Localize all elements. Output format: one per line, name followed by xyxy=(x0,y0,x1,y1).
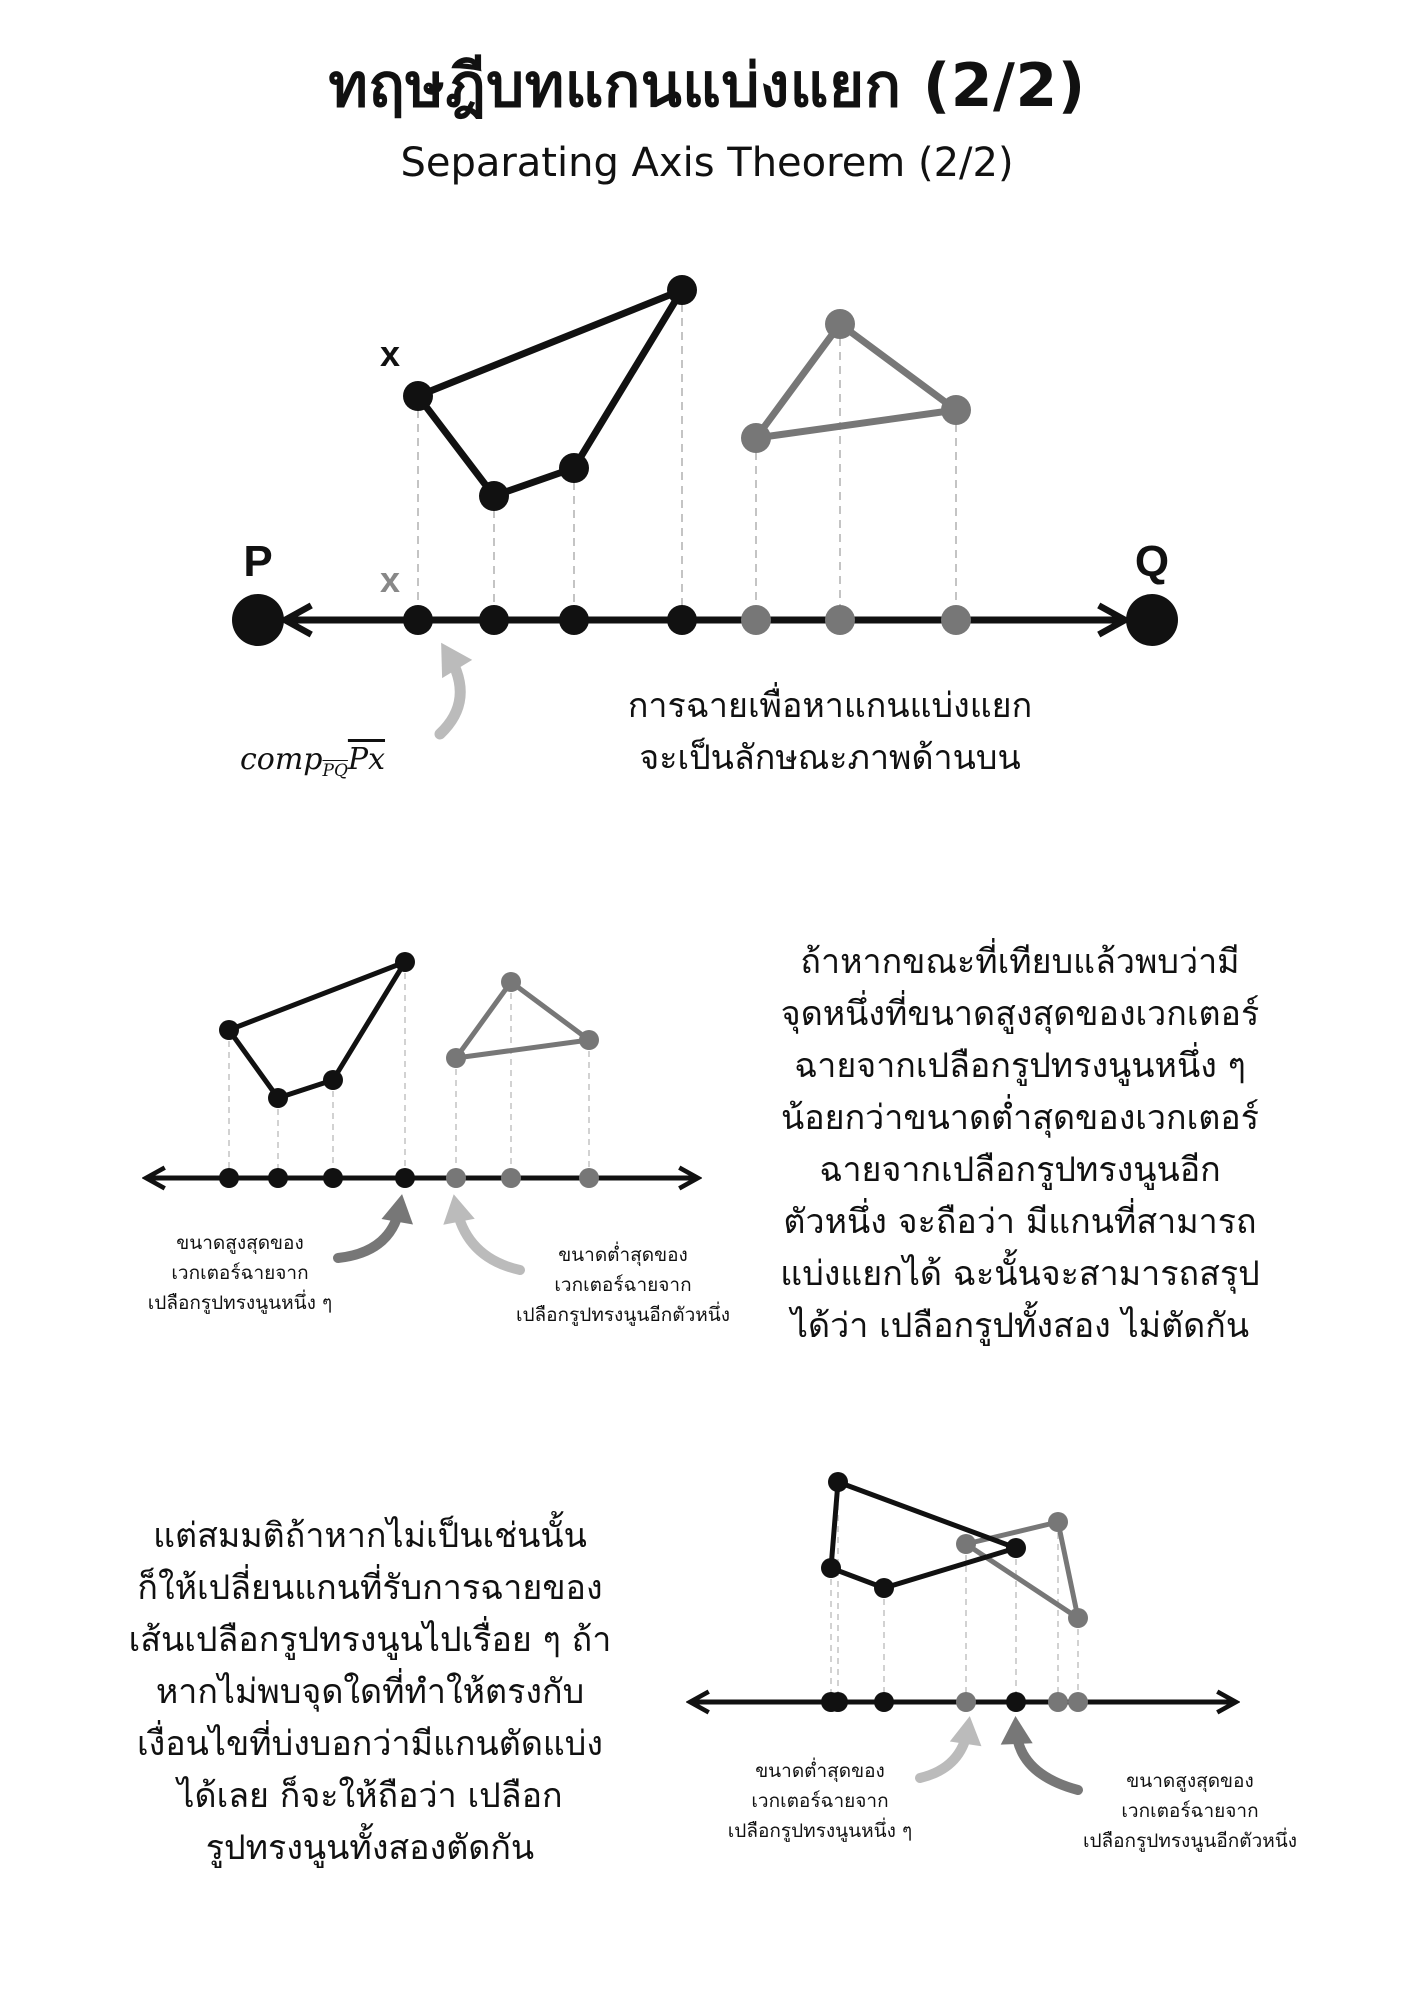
paragraph-line: แต่สมมติถ้าหากไม่เป็นเช่นนั้น xyxy=(153,1516,587,1556)
page-title: ทฤษฎีบทแกนแบ่งแยก (2/2) xyxy=(328,51,1086,121)
label-line: เวกเตอร์ฉายจาก xyxy=(1121,1800,1259,1822)
hull-gray-1 xyxy=(756,324,956,438)
paragraph-non-intersect xyxy=(740,936,1300,1352)
hull-gray-2 xyxy=(456,982,589,1058)
figure-2 xyxy=(146,952,698,1270)
paragraph-line: ได้เลย ก็จะให้ถือว่า เปลือก xyxy=(177,1776,563,1816)
paragraph-line: รูปทรงนูนทั้งสองตัดกัน xyxy=(205,1828,535,1868)
label-line: ขนาดต่ำสุดของ xyxy=(558,1244,688,1266)
label-line: เวกเตอร์ฉายจาก xyxy=(751,1790,889,1812)
comp-subscript: PQ xyxy=(322,761,348,781)
label-line: ขนาดสูงสุดของ xyxy=(176,1232,304,1254)
comp-notation xyxy=(240,742,385,781)
label-line: เปลือกรูปทรงนูนอีกตัวหนึ่ง xyxy=(515,1304,731,1326)
label-q: Q xyxy=(1134,537,1170,586)
label-line: เวกเตอร์ฉายจาก xyxy=(554,1274,692,1296)
page-subtitle: Separating Axis Theorem (2/2) xyxy=(400,140,1014,186)
point-p xyxy=(232,594,284,646)
comp-main: comp xyxy=(240,742,323,777)
hull-gray-2-vertices xyxy=(446,972,599,1068)
label-line: เวกเตอร์ฉายจาก xyxy=(171,1262,309,1284)
comp-vector: $\overline{Px}$ xyxy=(347,742,386,777)
figure2-max-label xyxy=(110,1228,370,1318)
figure-3 xyxy=(690,1472,1236,1790)
label-x-vertex: x xyxy=(379,333,401,374)
paragraph-line: น้อยกว่าขนาดต่ำสุดของเวกเตอร์ xyxy=(781,1098,1259,1138)
label-line: ขนาดสูงสุดของ xyxy=(1126,1770,1254,1792)
projection-pointer-arrow xyxy=(440,654,460,734)
label-line: ขนาดต่ำสุดของ xyxy=(755,1760,885,1782)
label-line: เปลือกรูปทรงนูนหนึ่ง ๆ xyxy=(727,1820,913,1842)
paragraph-line: แบ่งแยกได้ ฉะนั้นจะสามารถสรุป xyxy=(780,1254,1260,1294)
projection-lines-1 xyxy=(418,290,956,620)
figure2-min-label xyxy=(488,1240,758,1330)
paragraph-line: ฉายจากเปลือกรูปทรงนูนอีก xyxy=(819,1150,1221,1190)
label-p: P xyxy=(243,537,273,586)
paragraph-line: ถ้าหากขณะที่เทียบแล้วพบว่ามี xyxy=(800,942,1240,982)
hull-black-2 xyxy=(229,962,405,1098)
label-line: เปลือกรูปทรงนูนหนึ่ง ๆ xyxy=(147,1292,333,1314)
hull-black-1 xyxy=(418,290,682,496)
hull-black-3 xyxy=(831,1482,1016,1588)
paragraph-line: ก็ให้เปลี่ยนแกนที่รับการฉายของ xyxy=(137,1568,603,1608)
paragraph-line: เงื่อนไขที่บ่งบอกว่ามีแกนตัดแบ่ง xyxy=(136,1724,603,1764)
paragraph-line: ได้ว่า เปลือกรูปทั้งสอง ไม่ตัดกัน xyxy=(790,1306,1250,1346)
figure1-caption xyxy=(600,680,1060,784)
figure-1 xyxy=(232,275,1178,734)
paragraph-line: ฉายจากเปลือกรูปทรงนูนหนึ่ง ๆ xyxy=(794,1046,1246,1086)
figure3-min-label xyxy=(690,1756,950,1846)
caption-line: จะเป็นลักษณะภาพด้านบน xyxy=(639,738,1021,778)
hull-gray-1-vertices xyxy=(741,309,971,453)
figure3-max-label xyxy=(1050,1766,1330,1856)
label-x-projection: x xyxy=(379,559,401,600)
point-q xyxy=(1126,594,1178,646)
label-line: เปลือกรูปทรงนูนอีกตัวหนึ่ง xyxy=(1082,1830,1298,1852)
paragraph-line: จุดหนึ่งที่ขนาดสูงสุดของเวกเตอร์ xyxy=(780,994,1260,1034)
paragraph-line: ตัวหนึ่ง จะถือว่า มีแกนที่สามารถ xyxy=(783,1202,1257,1242)
paragraph-line: เส้นเปลือกรูปทรงนูนไปเรื่อย ๆ ถ้า xyxy=(128,1620,612,1660)
caption-line: การฉายเพื่อหาแกนแบ่งแยก xyxy=(627,686,1033,726)
paragraph-line: หากไม่พบจุดใดที่ทำให้ตรงกับ xyxy=(155,1672,585,1712)
projection-lines-2 xyxy=(229,962,589,1178)
paragraph-intersect xyxy=(100,1510,640,1874)
